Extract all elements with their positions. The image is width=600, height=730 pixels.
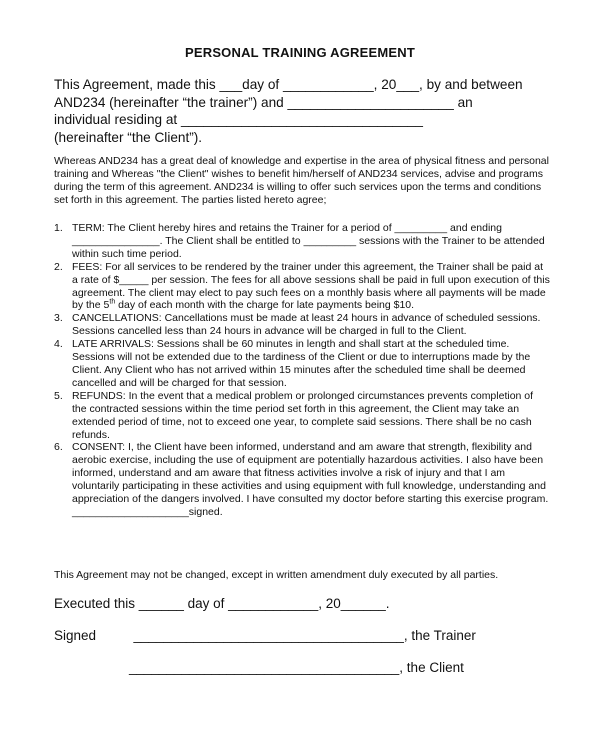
whereas-paragraph: Whereas AND234 has a great deal of knowledge and expertise in the area of physical fitness and personal training and Whereas "the Client" wishes to benefit him/herself of AND234 services, advise and programs during the term of this agreement. AND234 is willing to offer such services upon the terms and conditions set forth in this agreement. The parties listed hereto agree; [54, 155, 549, 206]
term-number: 6. [54, 441, 63, 454]
term-item-cancellations [54, 312, 550, 338]
intro-line: AND234 (hereinafter “the trainer”) and ______________________ an [54, 94, 473, 110]
term-item-late-arrivals [54, 338, 550, 390]
term-number: 1. [54, 222, 63, 234]
agreement-intro [54, 76, 544, 146]
term-item-refunds [54, 390, 550, 442]
intro-line: individual residing at ________________________________ [54, 112, 423, 127]
term-text: CONSENT: I, the Client have been informed, understand and am aware that strength, flexibility and aerobic exercise, including the use of equipment are potentially hazardous activities. I also have been informed, understand and am aware that fitness activities involve a risk of injury and that I am voluntarily participating in these activities and using equipment with full knowledge, understanding and appreciation of the dangers involved. I have consulted my doctor before starting this exercise program. ____________________signed. [72, 441, 549, 518]
term-item-consent [54, 441, 550, 518]
terms-list [54, 222, 550, 519]
trainer-signature-line: Signed ____________________________________, the Trainer [54, 628, 476, 643]
term-text: TERM: The Client hereby hires and retains the Trainer for a period of _________ and ending _______________. The Client shall be entitled to _________ sessions with the Trainer to be attended within such time period. [72, 222, 545, 260]
term-number: 2. [54, 260, 63, 273]
intro-line: (hereinafter “the Client”). [54, 129, 203, 145]
executed-line: Executed this ______ day of ____________, 20______. [54, 596, 390, 611]
term-text-continued: day of each month with the charge for late payments being $10. [115, 299, 415, 312]
document-title: PERSONAL TRAINING AGREEMENT [184, 45, 416, 60]
term-item-fees [54, 261, 550, 313]
term-item-term [54, 222, 550, 261]
term-number: 4. [54, 338, 63, 351]
term-number: 5. [54, 389, 63, 402]
term-text: REFUNDS: In the event that a medical problem or prolonged circumstances prevents completion of the contracted sessions within the time period set forth in this agreement, the Client may take an extended period of time, not to exceed one year, to complete said sessions. There shall be no cash refunds. [72, 389, 534, 441]
term-text: FEES: For all services to be rendered by the trainer under this agreement, the Trainer shall be paid at a rate of $_____ per session. The fees for all above sessions shall be paid in full upon execution of this agreement. The client may elect to pay such fees on a monthly basis where all payments will be made by the 5 [72, 260, 550, 312]
client-signature-line: ____________________________________, the Client [54, 660, 464, 675]
term-text: LATE ARRIVALS: Sessions shall be 60 minutes in length and shall start at the scheduled time. Sessions will not be extended due to the tardiness of the Client or due to interruptions made by the Client. Any Client who has not arrived within 15 minutes after the scheduled time shall be deemed cancelled and will be charged for that session. [72, 338, 531, 389]
intro-line: This Agreement, made this ___day of ____________, 20___, by and between [54, 77, 523, 92]
ordinal-suffix: th [109, 298, 116, 306]
term-number: 3. [54, 312, 63, 325]
term-text: CANCELLATIONS: Cancellations must be made at least 24 hours in advance of scheduled sessions. Sessions cancelled less than 24 hours in advance will be charged in full to the Client. [72, 312, 541, 338]
amendment-note: This Agreement may not be changed, except in written amendment duly executed by all parties. [54, 569, 499, 581]
